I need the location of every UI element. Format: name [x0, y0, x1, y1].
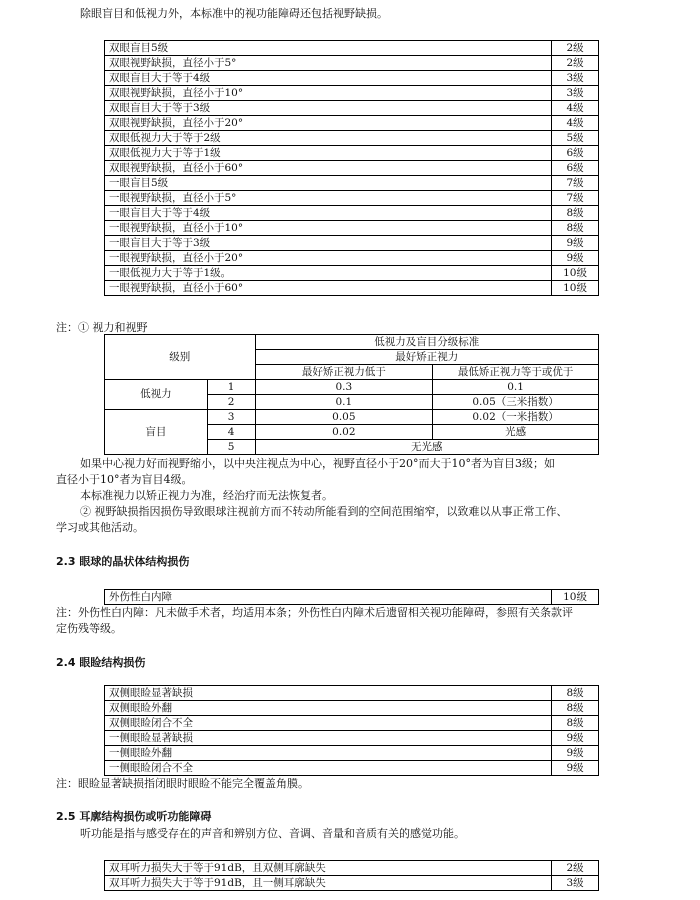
lower-cell: 0.02: [255, 425, 433, 440]
disability-grade-cell: 7级: [552, 176, 599, 191]
table-row: [105, 176, 599, 191]
condition-cell: 外伤性白内障: [105, 590, 552, 605]
table-row: [105, 266, 599, 281]
section-2-5-intro: 听功能是指与感受存在的声音和辨别方位、音调、音量和音质有关的感觉功能。: [80, 827, 465, 840]
vision-classification-table: [104, 334, 599, 455]
intro-text: 除眼盲目和低视力外，本标准中的视功能障碍还包括视野缺损。: [80, 7, 388, 20]
disability-grade-cell: 8级: [552, 221, 599, 236]
table-row: [105, 71, 599, 86]
condition-cell: 双眼视野缺损，直径小于60°: [105, 161, 552, 176]
lower-cell: 0.05: [255, 410, 433, 425]
header-lower: 最好矫正视力低于: [255, 365, 433, 380]
note-1-paragraph-1-cont: 直径小于10°者为盲目4级。: [56, 473, 193, 486]
table-row: [105, 686, 599, 701]
condition-cell: 双眼盲目大于等于3级: [105, 101, 552, 116]
condition-cell: 一眼盲目5级: [105, 176, 552, 191]
table-row: [105, 236, 599, 251]
condition-cell: 双眼视野缺损，直径小于20°: [105, 116, 552, 131]
note-2-paragraph-cont: 学习或其他活动。: [56, 521, 144, 534]
condition-cell: 双耳听力损失大于等于91dB，且一侧耳廓缺失: [105, 876, 552, 891]
disability-grade-cell: 7级: [552, 191, 599, 206]
disability-grade-cell: 4级: [552, 101, 599, 116]
upper-cell: 光感: [433, 425, 599, 440]
note-2-paragraph: ② 视野缺损指因损伤导致眼球注视前方而不转动所能看到的空间范围缩窄，以致难以从事正常工作、: [80, 505, 568, 518]
disability-grade-cell: 9级: [552, 761, 599, 776]
upper-cell: 0.05（三米指数）: [433, 395, 599, 410]
level-cell: 4: [207, 425, 255, 440]
disability-grade-cell: 9级: [552, 746, 599, 761]
disability-grade-cell: 9级: [552, 251, 599, 266]
table-row: [105, 86, 599, 101]
section-2-4-note: 注：眼睑显著缺损指闭眼时眼睑不能完全覆盖角膜。: [56, 777, 309, 790]
section-2-5-title: 2.5 耳廓结构损伤或听功能障碍: [56, 810, 212, 823]
condition-cell: 双侧眼睑闭合不全: [105, 716, 552, 731]
table-row: [105, 41, 599, 56]
table-row: [105, 146, 599, 161]
disability-grade-cell: 3级: [552, 86, 599, 101]
level-cell: 3: [207, 410, 255, 425]
note-1-paragraph-1: 如果中心视力好而视野缩小，以中央注视点为中心，视野直径小于20°而大于10°者为盲目3级；如: [80, 457, 555, 470]
disability-grade-cell: 6级: [552, 161, 599, 176]
level-cell: 1: [207, 380, 255, 395]
condition-cell: 一眼视野缺损，直径小于60°: [105, 281, 552, 296]
level-cell: 2: [207, 395, 255, 410]
header-upper: 最低矫正视力等于或优于: [433, 365, 599, 380]
table-row: [105, 761, 599, 776]
condition-cell: 双眼视野缺损，直径小于5°: [105, 56, 552, 71]
disability-grade-cell: 8级: [552, 716, 599, 731]
table-row: [105, 116, 599, 131]
condition-cell: 一侧眼睑显著缺损: [105, 731, 552, 746]
condition-cell: 一眼盲目大于等于3级: [105, 236, 552, 251]
category-blind: 盲目: [105, 410, 208, 455]
disability-grade-cell: 8级: [552, 701, 599, 716]
disability-grade-cell: 5级: [552, 131, 599, 146]
section-2-3-note-cont: 定伤残等级。: [56, 622, 122, 635]
table-row: [105, 716, 599, 731]
condition-cell: 双耳听力损失大于等于91dB，且双侧耳廓缺失: [105, 861, 552, 876]
table-row: [105, 746, 599, 761]
disability-grade-cell: 3级: [552, 71, 599, 86]
header-level: 级别: [105, 335, 256, 380]
table-row: [105, 731, 599, 746]
disability-grade-cell: 2级: [552, 56, 599, 71]
disability-grade-cell: 10级: [552, 281, 599, 296]
condition-cell: 一侧眼睑闭合不全: [105, 761, 552, 776]
table-row: [105, 206, 599, 221]
section-2-3-note: 注：外伤性白内障：凡未做手术者，均适用本条；外伤性白内障术后遗留相关视功能障碍，参照有关条款评: [56, 606, 573, 619]
header-corrected: 最好矫正视力: [255, 350, 598, 365]
hearing-injury-table: [104, 860, 599, 891]
condition-cell: 双眼视野缺损，直径小于10°: [105, 86, 552, 101]
lower-cell: 0.1: [255, 395, 433, 410]
disability-grade-cell: 10级: [552, 590, 599, 605]
category-low-vision: 低视力: [105, 380, 208, 410]
condition-cell: 双眼盲目大于等于4级: [105, 71, 552, 86]
disability-grade-cell: 9级: [552, 731, 599, 746]
condition-cell: 双眼低视力大于等于1级: [105, 146, 552, 161]
disability-grade-cell: 2级: [552, 41, 599, 56]
table-row: [105, 701, 599, 716]
disability-grade-cell: 8级: [552, 686, 599, 701]
disability-grade-cell: 2级: [552, 861, 599, 876]
condition-cell: 一眼视野缺损，直径小于20°: [105, 251, 552, 266]
level-cell: 5: [207, 440, 255, 455]
upper-cell: 0.02（一米指数）: [433, 410, 599, 425]
condition-cell: 一眼视野缺损，直径小于10°: [105, 221, 552, 236]
condition-cell: 一侧眼睑外翻: [105, 746, 552, 761]
condition-cell: 双眼低视力大于等于2级: [105, 131, 552, 146]
table-row: [105, 131, 599, 146]
lower-cell: 0.3: [255, 380, 433, 395]
condition-cell: 一眼低视力大于等于1级。: [105, 266, 552, 281]
table-row: [105, 161, 599, 176]
table-row: [105, 590, 599, 605]
condition-cell: 一眼盲目大于等于4级: [105, 206, 552, 221]
note-1-label: 注：① 视力和视野: [56, 321, 148, 334]
table-row: [105, 861, 599, 876]
disability-grade-cell: 6级: [552, 146, 599, 161]
disability-grade-cell: 10级: [552, 266, 599, 281]
section-2-3-title: 2.3 眼球的晶状体结构损伤: [56, 555, 190, 568]
table-row: [105, 281, 599, 296]
condition-cell: 双侧眼睑外翻: [105, 701, 552, 716]
eyelid-injury-table: [104, 685, 599, 776]
vision-grade-table: [104, 40, 599, 296]
disability-grade-cell: 8级: [552, 206, 599, 221]
table-row: [105, 876, 599, 891]
condition-cell: 一眼视野缺损，直径小于5°: [105, 191, 552, 206]
disability-grade-cell: 9级: [552, 236, 599, 251]
table-row: [105, 251, 599, 266]
merged-cell: 无光感: [255, 440, 598, 455]
table-row: [105, 56, 599, 71]
disability-grade-cell: 4级: [552, 116, 599, 131]
header-main: 低视力及盲目分级标准: [255, 335, 598, 350]
section-2-4-title: 2.4 眼睑结构损伤: [56, 656, 146, 669]
upper-cell: 0.1: [433, 380, 599, 395]
table-row: [105, 191, 599, 206]
lens-injury-table: [104, 589, 599, 605]
note-1-paragraph-2: 本标准视力以矫正视力为准，经治疗而无法恢复者。: [80, 489, 333, 502]
condition-cell: 双侧眼睑显著缺损: [105, 686, 552, 701]
condition-cell: 双眼盲目5级: [105, 41, 552, 56]
table-row: [105, 221, 599, 236]
disability-grade-cell: 3级: [552, 876, 599, 891]
table-row: [105, 101, 599, 116]
